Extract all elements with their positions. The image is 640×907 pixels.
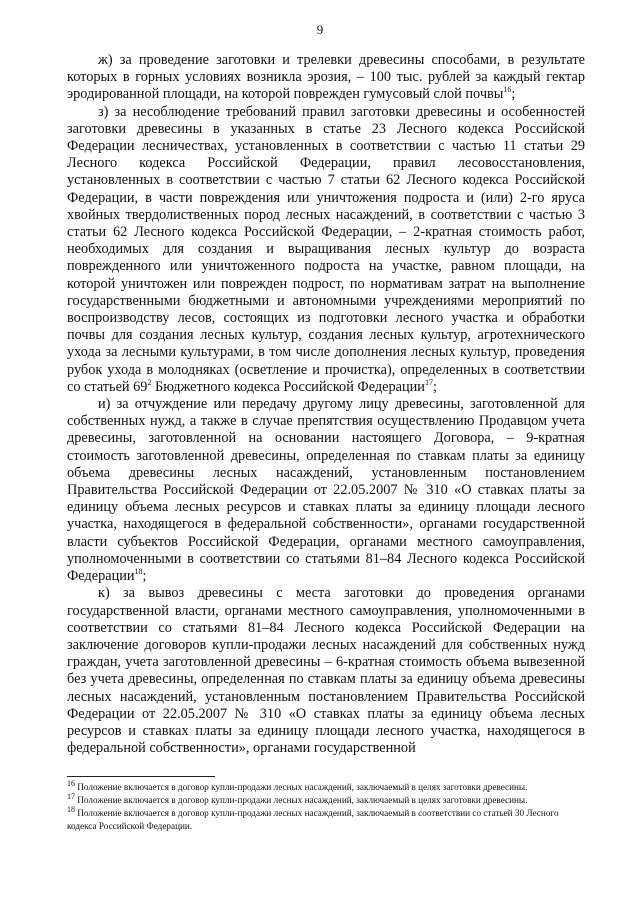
footnote-number: 18	[67, 805, 75, 815]
footnote-ref: 18	[134, 567, 143, 577]
paragraph-i	[67, 396, 585, 585]
page-number: 9	[316, 22, 324, 37]
article-superscript: 2	[147, 378, 152, 388]
paragraph-text: ж) за проведение заготовки и трелевки древесины способами, в результате которых в горных условиях возникла эрозия, – 100 тыс. рублей за каждый гектар эродированной площади, на которой поврежден гумусовый слой почвы	[67, 52, 585, 103]
paragraph-text: з) за несоблюдение требований правил заготовки древесины и особенностей заготовки древесины в указанных в статье 23 Лесного кодекса Российской Федерации лесничествах, установленных в соответствии с частью 11 статьи 29 Лесного кодекса Российской Федерации, правил лесовосстановления, установленных в соответствии с частью 7 статьи 62 Лесного кодекса Российской Федерации, в части повреждения или уничтожения подроста и (или) 2-го яруса хвойных твердолиственных пород лесных насаждений, в соответствии с частью 3 статьи 62 Лесного кодекса Российской Федерации, – 2-кратная стоимость работ, необходимых для создания и выращивания лесных культур до возраста поврежденного или уничтоженного подроста на участке, равном площади, на которой уничтожен или поврежден подрост, по нормативам затрат на выполнение государственными бюджетными и автономными учреждениями мероприятий по воспроизводству лесов, состоящих из подготовки лесного участка и обработки почвы для создания лесных культур, создания лесных культур, агротехнического ухода за лесными культурами, в том числе дополнения лесных культур, проведения рубок ухода в молодняках (осветление и прочистка), определенных в соответствии со статьей 69	[67, 103, 585, 395]
paragraph-zh	[67, 52, 585, 104]
footnote-text: Положение включается в договор купли-продажи лесных насаждений, заключаемый в целях заготовки древесины.	[75, 782, 528, 792]
footnote-text: Положение включается в договор купли-продажи лесных насаждений, заключаемый в целях заготовки древесины.	[75, 795, 528, 806]
footnote-divider	[67, 776, 215, 777]
paragraph-tail: ;	[432, 378, 437, 395]
paragraph-tail: ;	[142, 568, 147, 585]
footnote-number: 17	[67, 792, 75, 802]
footnote-ref: 16	[503, 85, 512, 95]
paragraph-text-continued: Бюджетного кодекса Российской Федерации	[151, 378, 425, 395]
document-body	[67, 52, 585, 757]
paragraph-k	[67, 585, 585, 757]
footnote-16	[67, 778, 587, 793]
footnote-ref: 17	[424, 378, 433, 388]
paragraph-tail: ;	[511, 86, 516, 103]
footnote-number: 16	[67, 778, 75, 788]
footnote-17	[67, 794, 587, 806]
paragraph-z	[67, 104, 585, 396]
paragraph-text: к) за вывоз древесины с места заготовки до проведения органами государственной власти, органами местного самоуправления, уполномоченными в соответствии со статьями 81–84 Лесного кодекса Российской Федерации на заключение договоров купли-продажи лесных насаждений для собственных нужд граждан, учета заготовленной древесины – 6-кратная стоимость объема вывезенной без учета древесины, определенная по ставкам платы за единицу объема древесины лесных насаждений, установленным постановлением Правительства Российской Федерации от 22.05.2007 № 310 «О ставках платы за единицу объема лесных ресурсов и ставках платы за единицу площади лесного участка, находящегося в федеральной собственности», органами государственной	[67, 585, 585, 757]
footnote-18	[67, 807, 587, 831]
paragraph-text: и) за отчуждение или передачу другому лицу древесины, заготовленной для собственных нужд, а также в случае препятствия осуществлению Продавцом учета древесины, заготовленной на основании настоящего Договора, – 9-кратная стоимость заготовленной древесины, определенная по ставкам платы за единицу объема древесины лесных насаждений, установленным постановлением Правительства Российской Федерации от 22.05.2007 № 310 «О ставках платы за единицу объема лесных ресурсов и ставках платы за единицу площади лесного участка, находящегося в федеральной собственности», органами государственной власти субъектов Российской Федерации, органами местного самоуправления, уполномоченными в соответствии со статьями 81–84 Лесного кодекса Российской Федерации	[67, 396, 585, 585]
footnote-text: Положение включается в договор купли-продажи лесных насаждений, заключаемый в соответствии со статьей 30 Лесного кодекса Российской Федерации.	[67, 808, 559, 831]
footnotes	[67, 778, 587, 833]
